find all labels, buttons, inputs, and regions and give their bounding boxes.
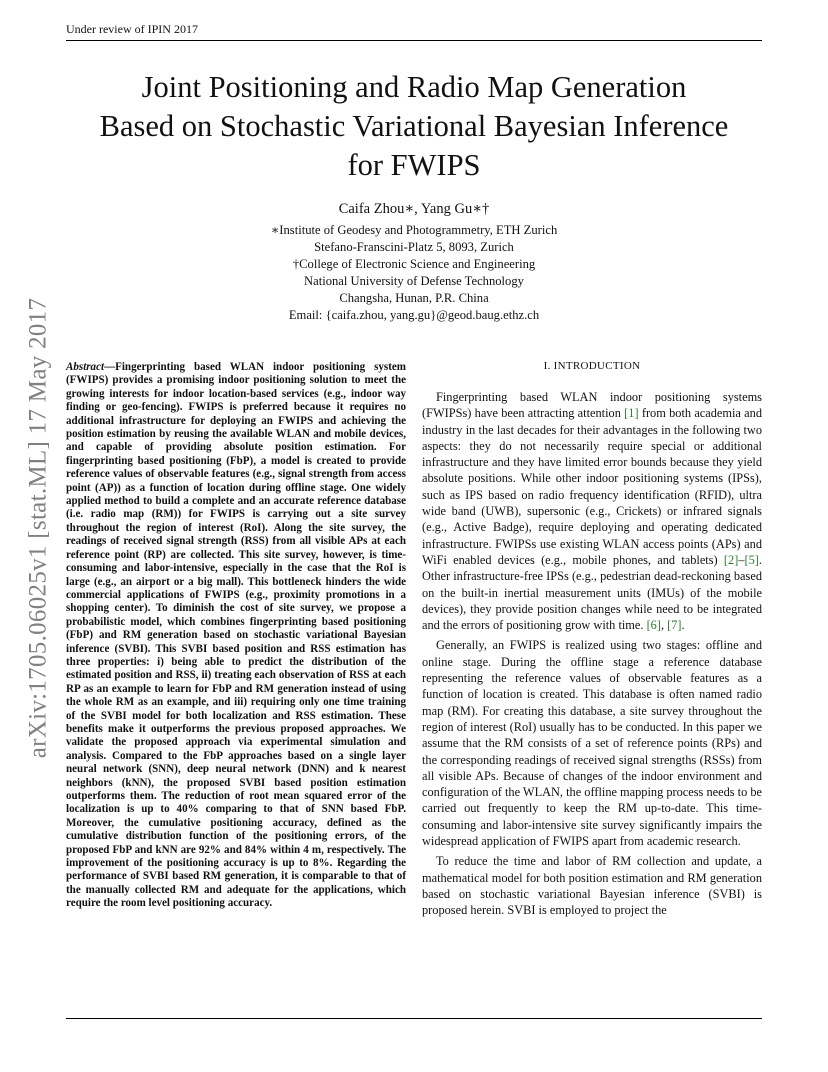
author-email: Email: {caifa.zhou, yang.gu}@geod.baug.ethz.ch: [288, 308, 540, 322]
intro-text: from both academia and industry in the last decades for their advantages in the following two aspects: they do not necessarily require special or additional infrastructure and they have limited error bounds because they yield absolute positions. While other indoor positioning systems (IPSs), such as IPS based on radio frequency identification (RFID), ultra wide band (UWB), supersonic (e.g., Crickets) or infrared signals (e.g., Active Badge), require deploying and operating dedicated infrastructure. FWIPSs use existing WLAN access points (APs) and WiFi enabled devices (e.g., mobile phones, and tablets): [422, 406, 763, 567]
footer-rule: [66, 1018, 762, 1019]
citation-link[interactable]: [2]: [723, 552, 739, 567]
title-line: for FWIPS: [347, 148, 481, 182]
citation-link[interactable]: [5]: [744, 552, 759, 567]
intro-paragraph: To reduce the time and labor of RM collection and update, a mathematical model for both position estimation and RM generation based on stochastic variational Bayesian inference (SVBI) is proposed herein. SVBI is employed to project the: [422, 854, 762, 918]
section-heading-introduction: I. INTRODUCTION: [543, 360, 641, 372]
affiliation-line: ∗Institute of Geodesy and Photogrammetry, ETH Zurich: [270, 223, 558, 237]
citation-link[interactable]: [7]: [667, 618, 682, 633]
intro-paragraph: Generally, an FWIPS is realized using two stages: offline and online stage. During the offline stage a reference database representing the reference values of observable features as a function of location is created. This database is often named radio map (RM). For creating this database, a site survey throughout the region of interest (RoI) usually has to be conducted. In this paper we assume that the RM consists of a set of reference points (RPs) and the corresponding readings of received signal strengths (RSSs) from all visible APs. Because of changes of the indoor environment and configuration of the WLAN, the offline mapping process needs to be carried out frequently to keep the RM up-to-date. This time-consuming and labor-intensive site survey significantly impairs the widespread application of FWIPS apart from academic research.: [422, 638, 762, 849]
header-note: Under review of IPIN 2017: [66, 22, 198, 36]
abstract-label: Abstract: [66, 361, 105, 373]
author-block: [66, 200, 762, 324]
intro-text: –: [738, 552, 745, 567]
intro-text: .: [681, 618, 685, 633]
title-line: Based on Stochastic Variational Bayesian Inference: [99, 109, 729, 143]
title-line: Joint Positioning and Radio Map Generation: [141, 70, 687, 104]
abstract: [66, 361, 406, 911]
header-rule: [66, 40, 762, 41]
arxiv-stamp: [14, 280, 62, 776]
affiliation-line: Changsha, Hunan, P.R. China: [339, 291, 489, 305]
abstract-text: —Fingerprinting based WLAN indoor positioning system (FWIPS) provides a promising indoor positioning solution to meet the growing interests for indoor location-based services (e.g., indoor way finding or geo-fencing). FWIPS is preferred because it requires no additional infrastructure for deploying an FWIPS and achieving the position estimation by reusing the available WLAN and mobile devices, and capable of providing absolute position estimation. For fingerprinting based positioning (FbP), a model is created to provide reference values of observable features (e.g., signal strength from access point (AP)) as a function of location during offline stage. One widely applied method to build a complete and an accurate reference database (i.e. radio map (RM)) for FWIPS is carrying out a site survey throughout the region of interest (RoI). Along the site survey, the readings of received signal strength (RSS) from all visible APs at each reference point (RP) are collected. This site survey, however, is time-consuming and labor-intensive, especially in the case that the RoI is large (e.g., an airport or a big mall). This bottleneck hinders the wide commercial applications of FWIPS (e.g., proximity promotions in a shopping center). To diminish the cost of site survey, we propose a probabilistic model, which combines fingerprinting based positioning (FbP) and RM generation based on stochastic variational Bayesian inference (SVBI). This SVBI based position and RSS estimation has three properties: i) being able to predict the distribution of the estimated position and RSS, ii) treating each observation of RSS at each RP as an example to learn for FbP and RM generation instead of using the whole RM as an example, and iii) requiring only one time training of the SVBI model for both localization and RSS estimation. These benefits make it outperforms the previous proposed approaches. We validate the proposed approach via experimental simulation and analysis. Compared to the FbP approaches based on a single layer neural network (SNN), deep neural network (DNN) and k nearest neighbors (kNN), the proposed SVBI based position estimation outperforms them. The reduction of root mean squared error of the localization is up to 40% comparing to that of SNN based FbP. Moreover, the cumulative positioning accuracy, defined as the cumulative distribution function of the positioning errors, of the proposed FbP and kNN are 92% and 84% within 4 m, respectively. The improvement of the positioning accuracy is up to 8%. Regarding the performance of SVBI based RM generation, it is comparable to that of the manually collected RM and adequate for the applications, which require the room level positioning accuracy.: [66, 361, 406, 910]
authors: Caifa Zhou∗, Yang Gu∗†: [338, 201, 490, 217]
citation-link[interactable]: [1]: [624, 406, 639, 421]
introduction-body: [422, 389, 762, 923]
affiliation-line: †College of Electronic Science and Engineering: [292, 257, 536, 271]
intro-paragraph: [422, 389, 762, 633]
intro-text: Fingerprinting based WLAN indoor positioning systems (FWIPSs) have been attracting attention: [422, 390, 762, 421]
arxiv-identifier[interactable]: arXiv:1705.06025v1 [stat.ML] 17 May 2017: [24, 297, 51, 759]
affiliation-line: National University of Defense Technology: [304, 274, 524, 288]
intro-text: ,: [660, 618, 668, 633]
intro-text: . Other infrastructure-free IPSs (e.g., pedestrian dead-reckoning based on the built-in inertial measurement units (IMUs) of the mobile devices), they provide position changes while need to be integrated and the errors of positioning grow with time.: [422, 552, 762, 633]
citation-link[interactable]: [6]: [646, 618, 661, 633]
paper-title: [66, 68, 762, 185]
affiliation-line: Stefano-Franscini-Platz 5, 8093, Zurich: [314, 240, 514, 254]
